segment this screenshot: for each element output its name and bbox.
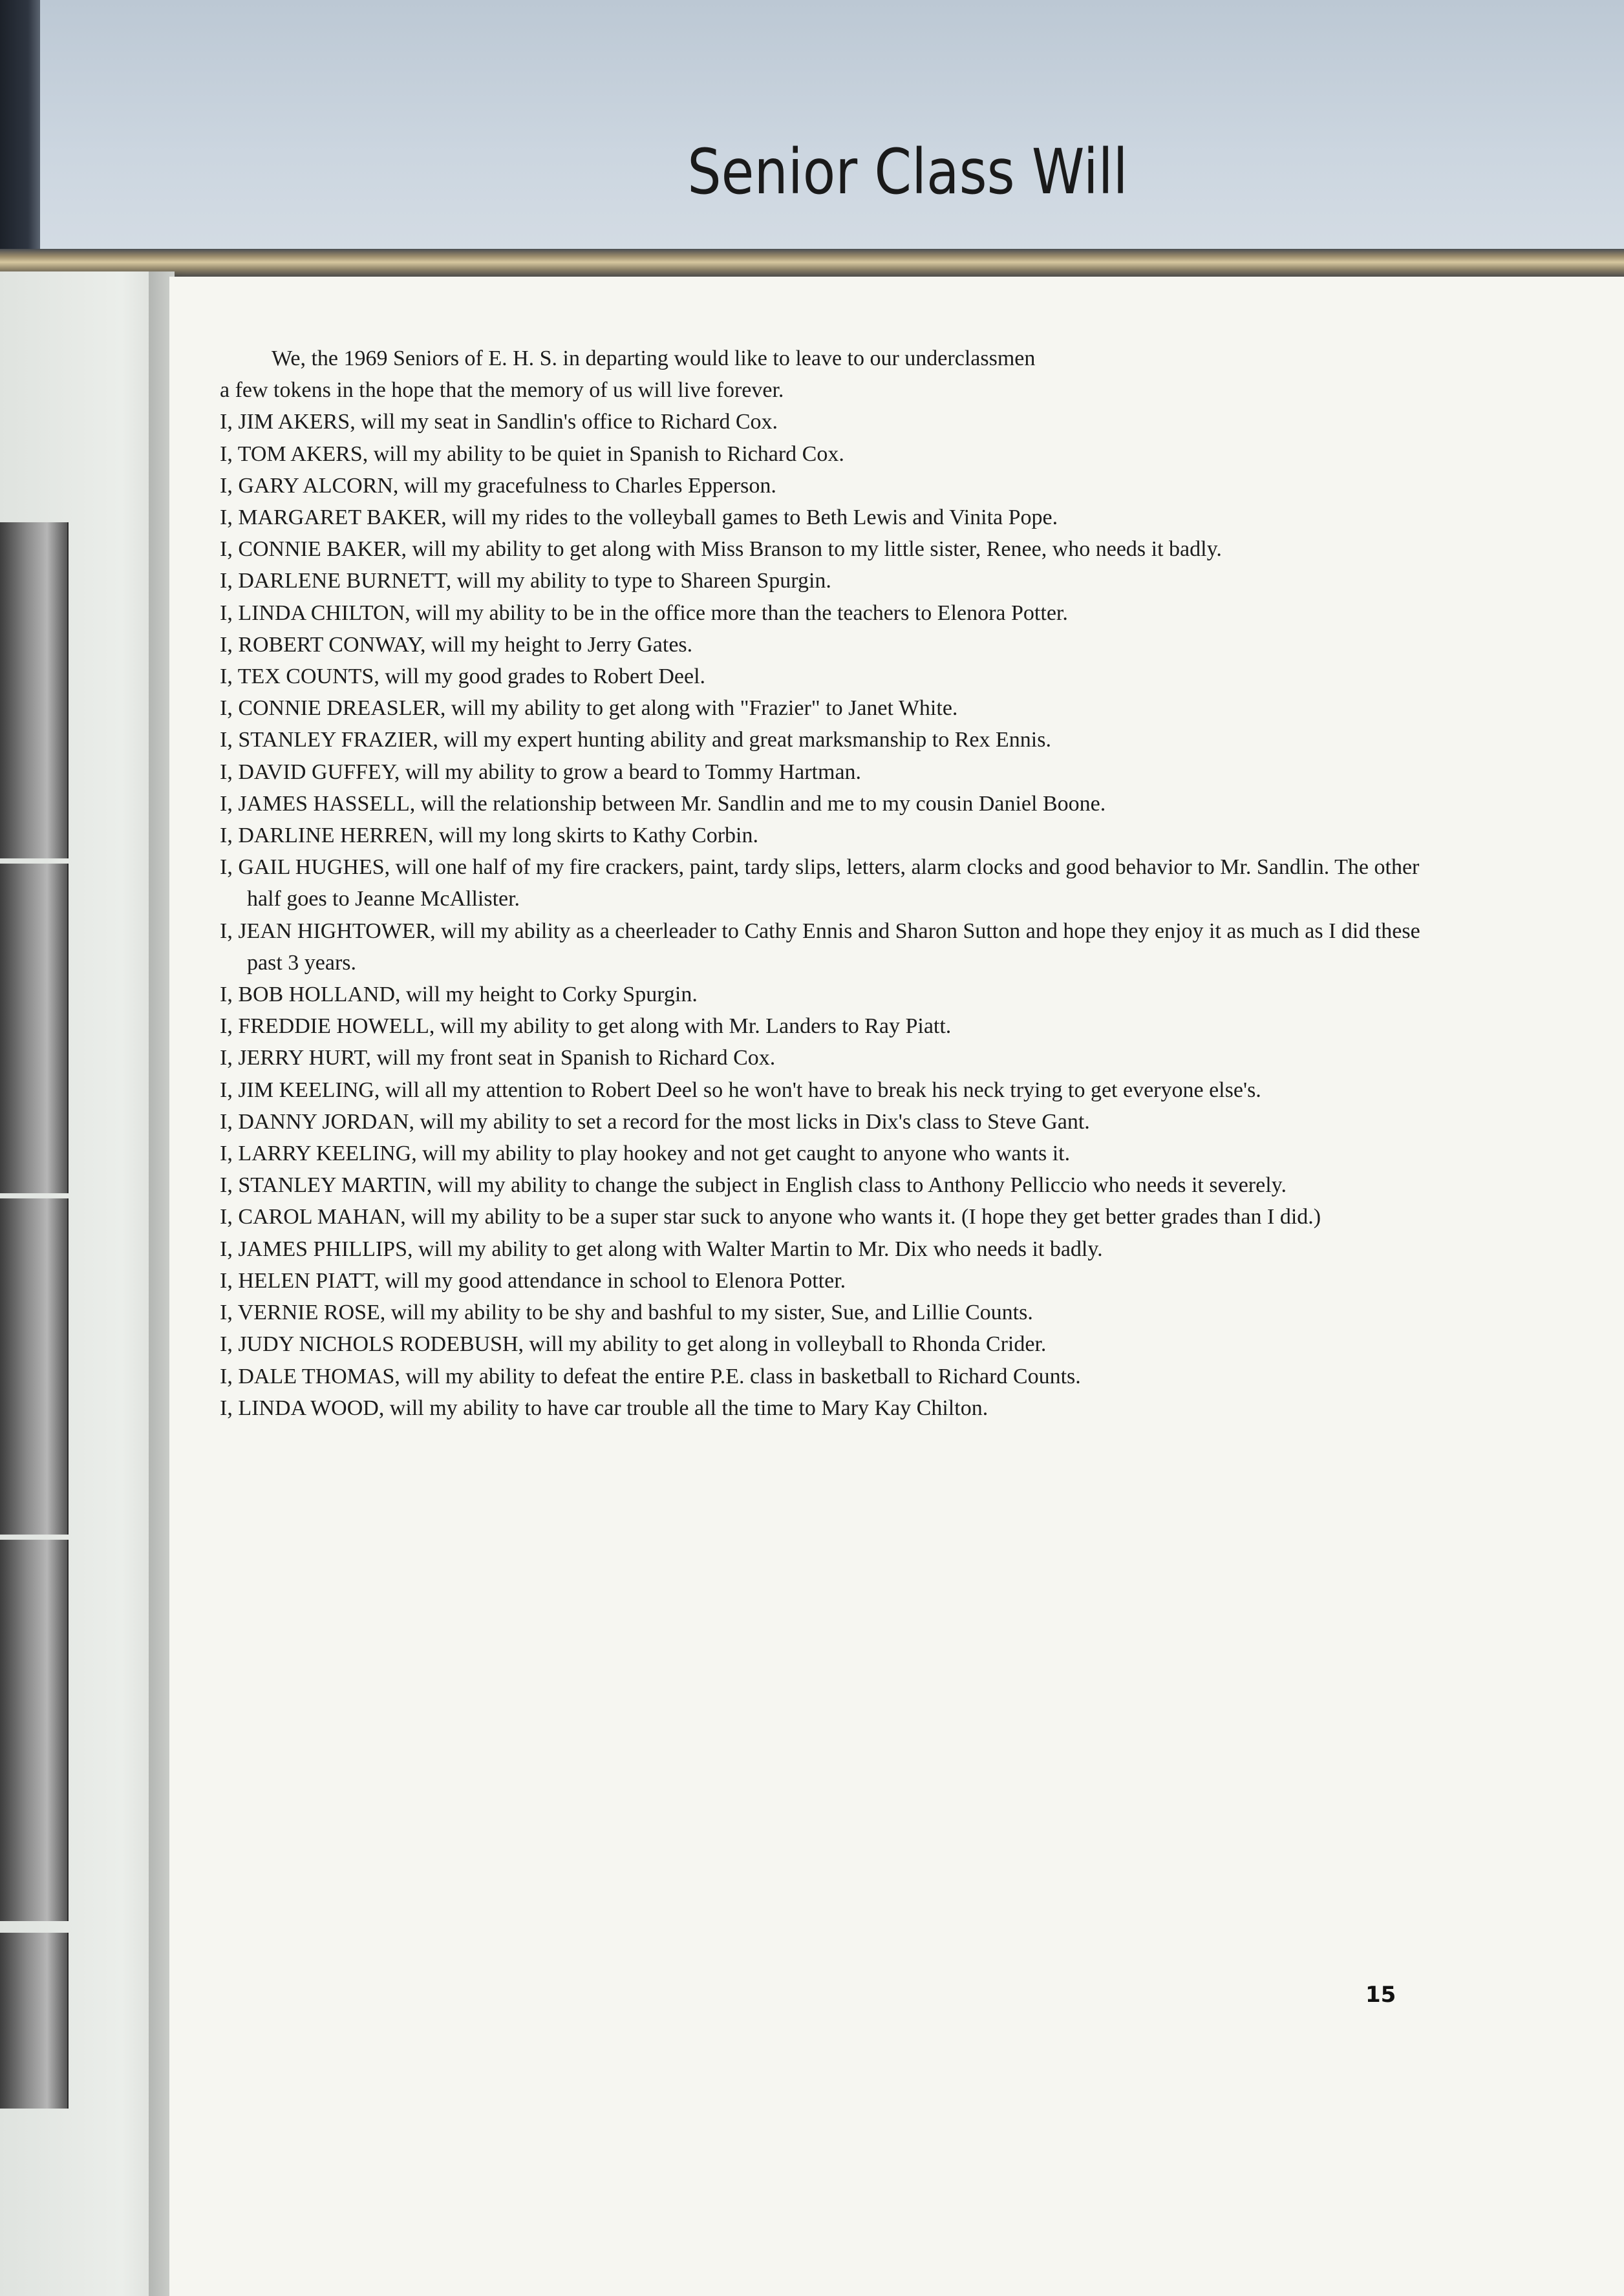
portrait-photo (0, 1198, 69, 1535)
will-entry: I, MARGARET BAKER, will my rides to the volleyball games to Beth Lewis and Vinita Pope. (220, 505, 1058, 530)
will-entry: I, VERNIE ROSE, will my ability to be shy and bashful to my sister, Sue, and Lillie Counts. (220, 1301, 1033, 1325)
will-entry: I, CONNIE BAKER, will my ability to get along with Miss Branson to my little sister, Renee, who needs it badly. (220, 537, 1222, 562)
book-spine-edge (0, 249, 1624, 279)
will-entry: I, HELEN PIATT, will my good attendance in school to Elenora Potter. (220, 1268, 846, 1293)
portrait-photo (0, 1933, 69, 2109)
scanner-dark-edge (0, 0, 40, 265)
will-entry: I, DARLENE BURNETT, will my ability to type to Shareen Spurgin. (220, 569, 831, 593)
will-entry: I, JUDY NICHOLS RODEBUSH, will my ability to get along in volleyball to Rhonda Crider. (220, 1332, 1047, 1357)
will-entry: I, JIM KEELING, will all my attention to Robert Deel so he won't have to break his neck trying to get everyone else's. (220, 1078, 1261, 1102)
will-entry: I, TOM AKERS, will my ability to be quiet in Spanish to Richard Cox. (220, 441, 844, 466)
page-number: 15 (1365, 1982, 1396, 2008)
will-entry: I, FREDDIE HOWELL, will my ability to get along with Mr. Landers to Ray Piatt. (220, 1014, 952, 1039)
will-entry: I, DALE THOMAS, will my ability to defeat the entire P.E. class in basketball to Richard Counts. (220, 1364, 1081, 1388)
will-entry: I, GAIL HUGHES, will one half of my fire crackers, paint, tardy slips, letters, alarm clocks and good behavior to Mr. Sandlin. The other half goes to Jeanne McAllister. (220, 855, 1420, 911)
will-entry: I, BOB HOLLAND, will my height to Corky Spurgin. (220, 983, 698, 1007)
portrait-photo (0, 522, 69, 858)
will-entry: I, JERRY HURT, will my front seat in Spanish to Richard Cox. (220, 1046, 776, 1070)
will-entry: I, LINDA WOOD, will my ability to have car trouble all the time to Mary Kay Chilton. (220, 1396, 988, 1420)
will-entry: I, STANLEY MARTIN, will my ability to change the subject in English class to Anthony Pelliccio who needs it severely. (220, 1173, 1287, 1198)
portrait-photo (0, 1540, 69, 1921)
will-entry: I, JIM AKERS, will my seat in Sandlin's office to Richard Cox. (220, 410, 778, 434)
will-entry: I, STANLEY FRAZIER, will my expert hunting ability and great marksmanship to Rex Ennis. (220, 728, 1051, 752)
will-entry: I, JAMES PHILLIPS, will my ability to get along with Walter Martin to Mr. Dix who needs it badly. (220, 1237, 1103, 1261)
intro-paragraph (220, 343, 1435, 406)
will-entry: I, DANNY JORDAN, will my ability to set a record for the most licks in Dix's class to Steve Gant. (220, 1109, 1090, 1134)
portrait-photo (0, 864, 69, 1193)
will-entry: I, ROBERT CONWAY, will my height to Jerry Gates. (220, 632, 693, 657)
will-entry: I, LARRY KEELING, will my ability to play hookey and not get caught to anyone who wants it. (220, 1142, 1071, 1166)
will-entry: I, CAROL MAHAN, will my ability to be a super star suck to anyone who wants it. (I hope they get better grades than I did.) (220, 1205, 1321, 1229)
will-entry: I, GARY ALCORN, will my gracefulness to Charles Epperson. (220, 473, 776, 498)
will-entry: I, TEX COUNTS, will my good grades to Robert Deel. (220, 664, 706, 689)
will-entries-list (220, 406, 1435, 1424)
will-entry: I, LINDA CHILTON, will my ability to be in the office more than the teachers to Elenora Potter. (220, 601, 1068, 625)
will-entry: I, DARLINE HERREN, will my long skirts to Kathy Corbin. (220, 824, 758, 848)
intro-line: We, the 1969 Seniors of E. H. S. in departing would like to leave to our underclassmen (272, 346, 1036, 370)
scanner-backdrop (0, 0, 1624, 259)
intro-line: a few tokens in the hope that the memory of us will live forever. (220, 378, 784, 403)
will-entry: I, JAMES HASSELL, will the relationship between Mr. Sandlin and me to my cousin Daniel Boone. (220, 791, 1106, 816)
will-text (220, 343, 1435, 1424)
will-entry: I, JEAN HIGHTOWER, will my ability as a cheerleader to Cathy Ennis and Sharon Sutton and hope they enjoy it as much as I did these past 3 years. (220, 919, 1420, 975)
page-title: Senior Class Will (687, 136, 1128, 208)
will-entry: I, CONNIE DREASLER, will my ability to get along with "Frazier" to Janet White. (220, 696, 958, 721)
will-entry: I, DAVID GUFFEY, will my ability to grow a beard to Tommy Hartman. (220, 760, 862, 784)
